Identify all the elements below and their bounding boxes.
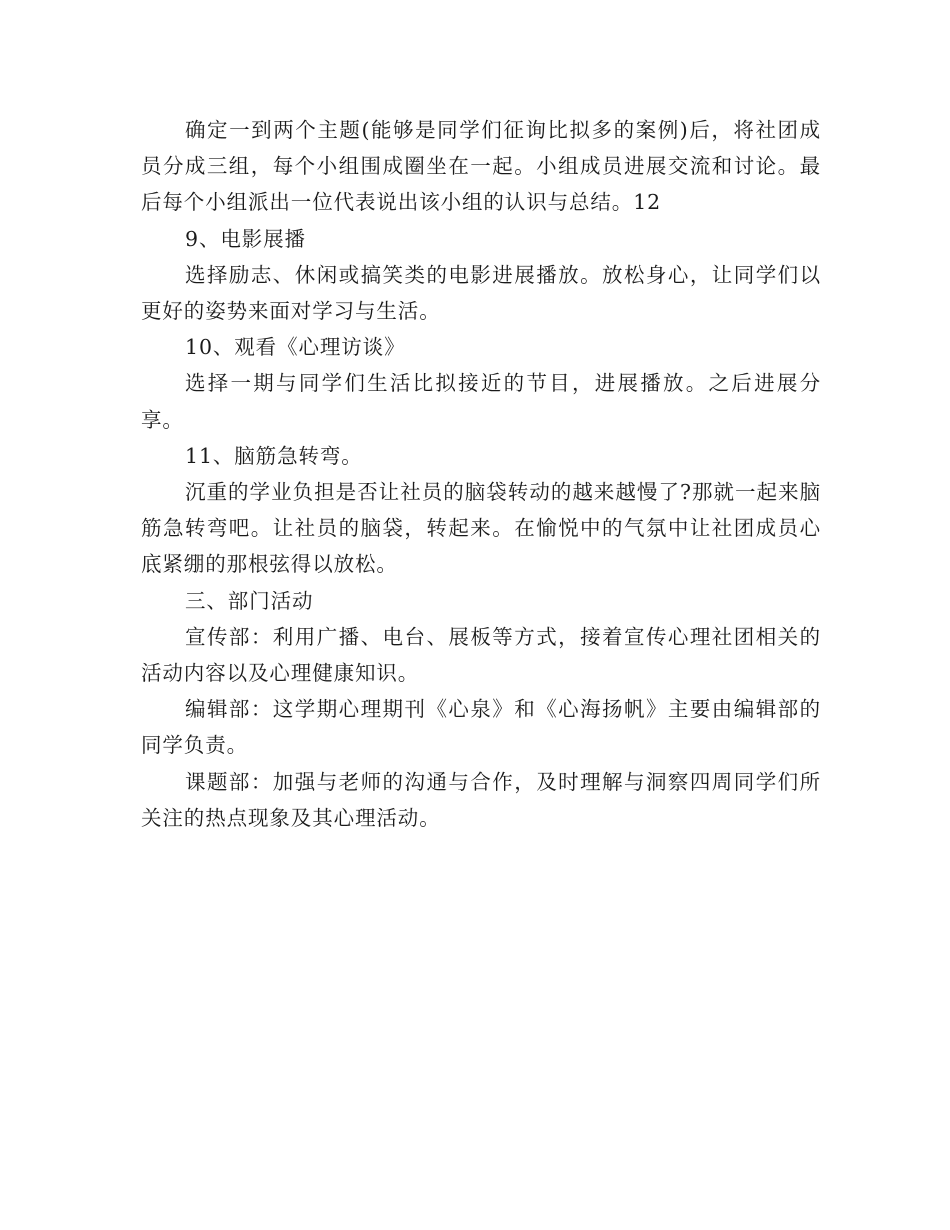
heading-movie-screening: 9、电影展播 — [185, 226, 306, 251]
heading-brain-teasers: 11、脑筋急转弯。 — [185, 443, 363, 468]
paragraph-discussion-groups: 确定一到两个主题(能够是同学们征询比拟多的案例)后，将社团成员分成三组，每个小组围成圈坐在一起。小组成员进展交流和讨论。最后每个小组派出一位代表说出该小组的认识与总结。12 — [141, 118, 821, 215]
paragraph-research-dept: 课题部：加强与老师的沟通与合作，及时理解与洞察四周同学们所关注的热点现象及其心理活动。 — [141, 769, 821, 830]
heading-psychology-interview: 10、观看《心理访谈》 — [185, 335, 406, 360]
paragraph-psychology-interview: 选择一期与同学们生活比拟接近的节目，进展播放。之后进展分享。 — [141, 371, 821, 432]
paragraph-editorial-dept: 编辑部：这学期心理期刊《心泉》和《心海扬帆》主要由编辑部的同学负责。 — [141, 697, 821, 758]
document-body — [141, 112, 821, 836]
paragraph-brain-teasers: 沉重的学业负担是否让社员的脑袋转动的越来越慢了?那就一起来脑筋急转弯吧。让社员的脑袋，转起来。在愉悦中的气氛中让社团成员心底紧绷的那根弦得以放松。 — [141, 480, 821, 577]
paragraph-movie-screening: 选择励志、休闲或搞笑类的电影进展播放。放松身心，让同学们以更好的姿势来面对学习与生活。 — [141, 262, 821, 324]
paragraph-publicity-dept: 宣传部：利用广播、电台、展板等方式，接着宣传心理社团相关的活动内容以及心理健康知识。 — [141, 624, 821, 686]
heading-department-activities: 三、部门活动 — [185, 588, 314, 613]
